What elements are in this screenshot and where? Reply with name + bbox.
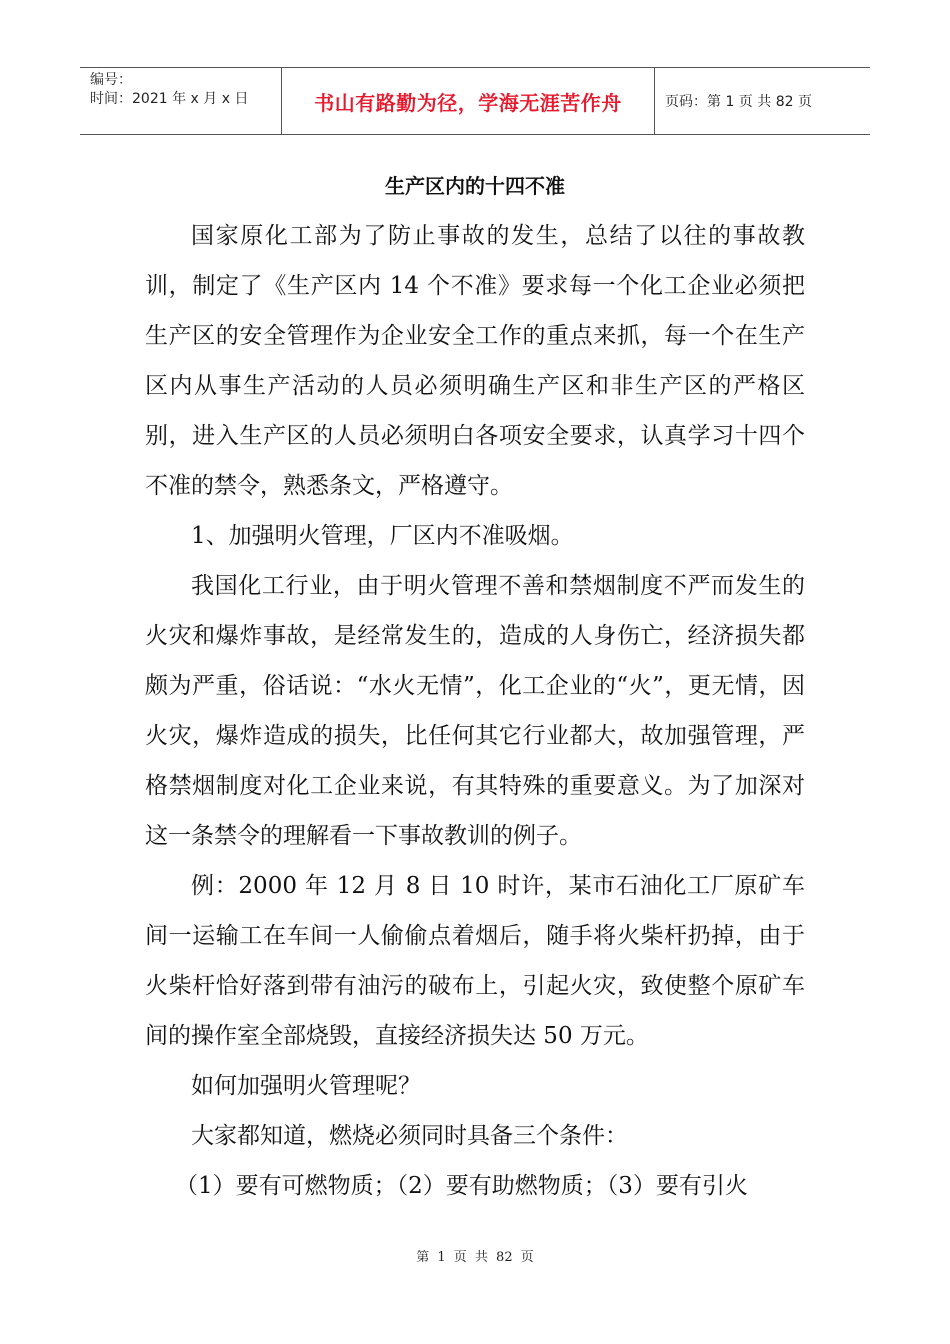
document-body (145, 211, 805, 1211)
body-paragraph: 大家都知道，燃烧必须同时具备三个条件： (191, 1123, 628, 1149)
body-paragraph: 国家原化工部为了防止事故的发生，总结了以往的事故教训，制定了《生产区内 14 个不准》要求每一个化工企业必须把生产区的安全管理作为企业安全工作的重点来抓，每一个在生产区内从事生产活动的人员必须明确生产区和非生产区的严格区别，进入生产区的人员必须明白各项安全要求，认真学习十四个不准的禁令，熟悉条文，严格遵守。 (145, 223, 805, 499)
document-number-label: 编号： (90, 72, 132, 88)
body-paragraph: 如何加强明火管理呢？ (191, 1073, 421, 1099)
body-paragraph: （1）要有可燃物质；（2）要有助燃物质；（3）要有引火 (175, 1173, 748, 1199)
header-motto: 书山有路勤为径，学海无涯苦作舟 (282, 68, 655, 134)
document-title: 生产区内的十四不准 (385, 174, 565, 198)
page-header (80, 67, 870, 135)
body-paragraph: 1、加强明火管理，厂区内不准吸烟。 (191, 523, 574, 549)
header-page-info: 页码：第 1 页 共 82 页 (665, 94, 812, 110)
body-paragraph: 我国化工行业，由于明火管理不善和禁烟制度不严而发生的火灾和爆炸事故，是经常发生的，造成的人身伤亡，经济损失都颇为严重，俗话说：“水火无情”，化工企业的“火”，更无情，因火灾，爆炸造成的损失，比任何其它行业都大，故加强管理，严格禁烟制度对化工企业来说，有其特殊的重要意义。为了加深对这一条禁令的理解看一下事故教训的例子。 (145, 573, 805, 849)
body-paragraph: 例：2000 年 12 月 8 日 10 时许，某市石油化工厂原矿车间一运输工在车间一人偷偷点着烟后，随手将火柴杆扔掉，由于火柴杆恰好落到带有油污的破布上，引起火灾，致使整个原矿车间的操作室全部烧毁，直接经济损失达 50 万元。 (145, 873, 805, 1049)
document-date: 时间：2021 年 x 月 x 日 (90, 91, 249, 107)
page-footer: 第 1 页 共 82 页 (416, 1250, 534, 1265)
header-meta (80, 68, 282, 134)
